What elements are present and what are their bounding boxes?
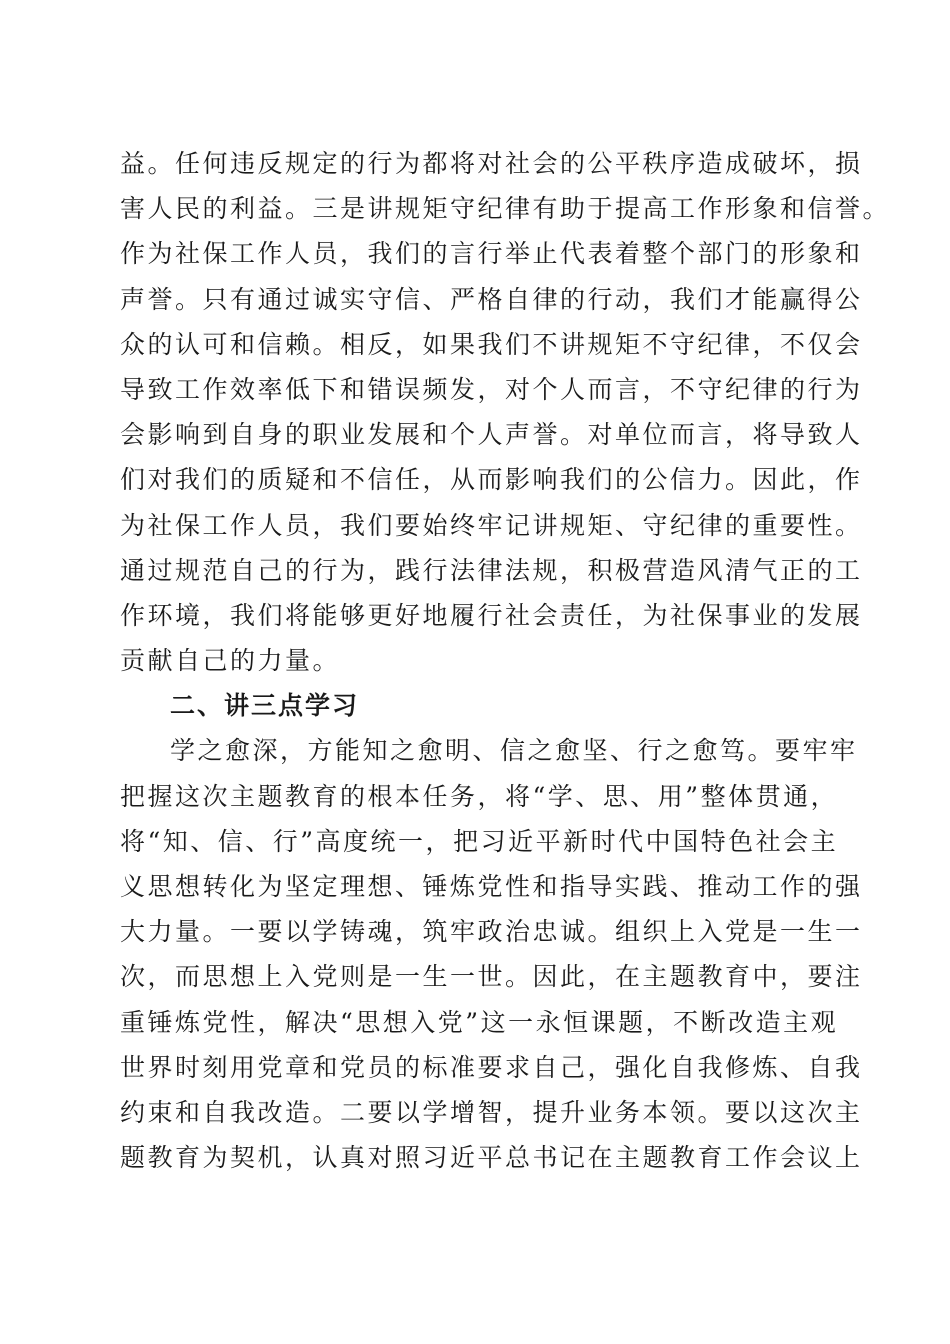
text-line: 次，而思想上入党则是一生一世。因此，在主题教育中，要注 <box>120 962 863 992</box>
text-line: 大力量。一要以学铸魂，筑牢政治忠诚。组织上入党是一生一 <box>120 917 863 947</box>
text-line: 把握这次主题教育的根本任务，将“学、思、用”整体贯通， <box>120 781 839 811</box>
text-line: 众的认可和信赖。相反，如果我们不讲规矩不守纪律，不仅会 <box>120 329 863 359</box>
paragraph-2 <box>120 728 863 1180</box>
text-line: 贡献自己的力量。 <box>120 646 341 676</box>
text-line: 将“知、信、行”高度统一，把习近平新时代中国特色社会主 <box>120 826 839 856</box>
text-line: 害人民的利益。三是讲规矩守纪律有助于提高工作形象和信誉。 <box>120 194 891 224</box>
text-line: 声誉。只有通过诚实守信、严格自律的行动，我们才能赢得公 <box>120 284 863 314</box>
document-body <box>120 141 891 1180</box>
text-line: 们对我们的质疑和不信任，从而影响我们的公信力。因此，作 <box>120 465 863 495</box>
text-line: 重锤炼党性，解决“思想入党”这一永恒课题，不断改造主观 <box>120 1007 839 1037</box>
text-line: 题教育为契机，认真对照习近平总书记在主题教育工作会议上 <box>120 1143 863 1173</box>
text-line: 作为社保工作人员，我们的言行举止代表着整个部门的形象和 <box>120 239 863 269</box>
section-heading: 二、讲三点学习 <box>170 691 360 721</box>
text-line: 义思想转化为坚定理想、锤炼党性和指导实践、推动工作的强 <box>120 872 863 901</box>
text-line: 导致工作效率低下和错误频发，对个人而言，不守纪律的行为 <box>120 374 863 404</box>
text-line: 约束和自我改造。二要以学增智，提升业务本领。要以这次主 <box>120 1097 863 1127</box>
text-line: 学之愈深，方能知之愈明、信之愈坚、行之愈笃。要牢牢 <box>170 736 858 766</box>
text-line: 会影响到自身的职业发展和个人声誉。对单位而言，将导致人 <box>120 420 863 450</box>
text-line: 通过规范自己的行为，践行法律法规，积极营造风清气正的工 <box>120 555 863 585</box>
text-line: 作环境，我们将能够更好地履行社会责任，为社保事业的发展 <box>120 600 863 630</box>
text-line: 世界时刻用党章和党员的标准要求自己，强化自我修炼、自我 <box>120 1052 863 1082</box>
text-line: 为社保工作人员，我们要始终牢记讲规矩、守纪律的重要性。 <box>120 510 863 540</box>
paragraph-1 <box>120 141 891 683</box>
text-line: 益。任何违反规定的行为都将对社会的公平秩序造成破坏，损 <box>120 149 863 178</box>
